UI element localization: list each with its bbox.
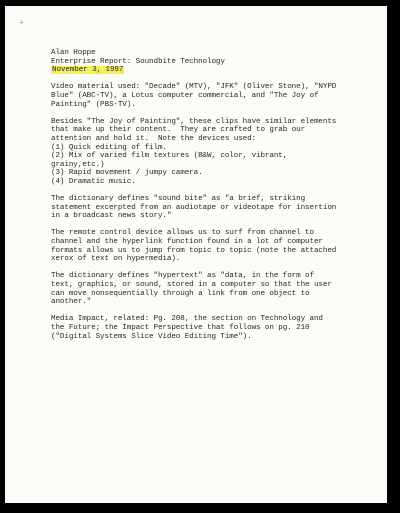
text-line: (4) Dramatic music. bbox=[51, 177, 136, 186]
paragraph-4 bbox=[51, 229, 376, 263]
text-line: channel and the hyperlink function found in a lot of computer bbox=[51, 238, 323, 247]
text-line: The dictionary defines "hypertext" as "data, in the form of bbox=[51, 272, 314, 281]
text-line: The remote control device allows us to surf from channel to bbox=[51, 229, 314, 238]
text-line: Besides "The Joy of Painting", these clips have similar elements bbox=[51, 117, 337, 126]
paragraph-1 bbox=[51, 83, 376, 109]
document-body bbox=[51, 49, 376, 350]
text-line: formats allows us to jump from topic to topic (note the attached bbox=[51, 246, 337, 255]
text-line: Painting" (PBS-TV). bbox=[51, 100, 136, 109]
text-line: Media Impact, related: Pg. 208, the section on Technology and bbox=[51, 315, 323, 324]
text-line: another." bbox=[51, 298, 92, 307]
paragraph-3 bbox=[51, 195, 376, 221]
text-line: The dictionary defines "sound bite" as "a brief, striking bbox=[51, 195, 306, 204]
report-title: Enterprise Report: Soundbite Technology bbox=[51, 57, 225, 66]
text-line: that make up their content. They are crafted to grab our bbox=[51, 126, 306, 135]
text-line: attention and hold it. Note the devices used: bbox=[51, 134, 257, 143]
document-header bbox=[51, 49, 376, 75]
document-page bbox=[5, 6, 387, 503]
text-line: Blue" (ABC-TV), a Lotus computer commercial, and "The Joy of bbox=[51, 91, 319, 100]
author-line: Alan Hoppe bbox=[51, 49, 96, 57]
text-line: (2) Mix of varied film textures (B&W, color, vibrant, bbox=[51, 152, 288, 161]
corner-registration-mark: + bbox=[19, 19, 24, 28]
paragraph-list bbox=[51, 83, 376, 341]
text-line: statement excerpted from an audiotape or videotape for insertion bbox=[51, 203, 337, 212]
text-line: Video material used: "Decade" (MTV), "JFK" (Oliver Stone), "NYPD bbox=[51, 83, 337, 92]
text-line: (1) Quick editing of film. bbox=[51, 143, 167, 152]
date-line bbox=[51, 66, 376, 75]
text-line: can move nonsequentially through a link from one object to bbox=[51, 289, 310, 298]
text-line: (3) Rapid movement / jumpy camera. bbox=[51, 169, 203, 178]
paragraph-5 bbox=[51, 272, 376, 306]
paragraph-2 bbox=[51, 118, 376, 187]
text-line: in a broadcast news story." bbox=[51, 212, 172, 221]
text-line: grainy,etc.) bbox=[51, 160, 105, 169]
text-line: text, graphics, or sound, stored in a computer so that the user bbox=[51, 281, 332, 290]
date-highlight: November 3, 1997 bbox=[52, 66, 124, 75]
text-line: the Future; the Impact Perspective that follows on pg. 210 bbox=[51, 324, 310, 332]
paragraph-6 bbox=[51, 315, 376, 341]
text-line: xerox of text on hypermedia). bbox=[51, 255, 181, 264]
text-line: ("Digital Systems Slice Video Editing Time"). bbox=[51, 332, 252, 341]
